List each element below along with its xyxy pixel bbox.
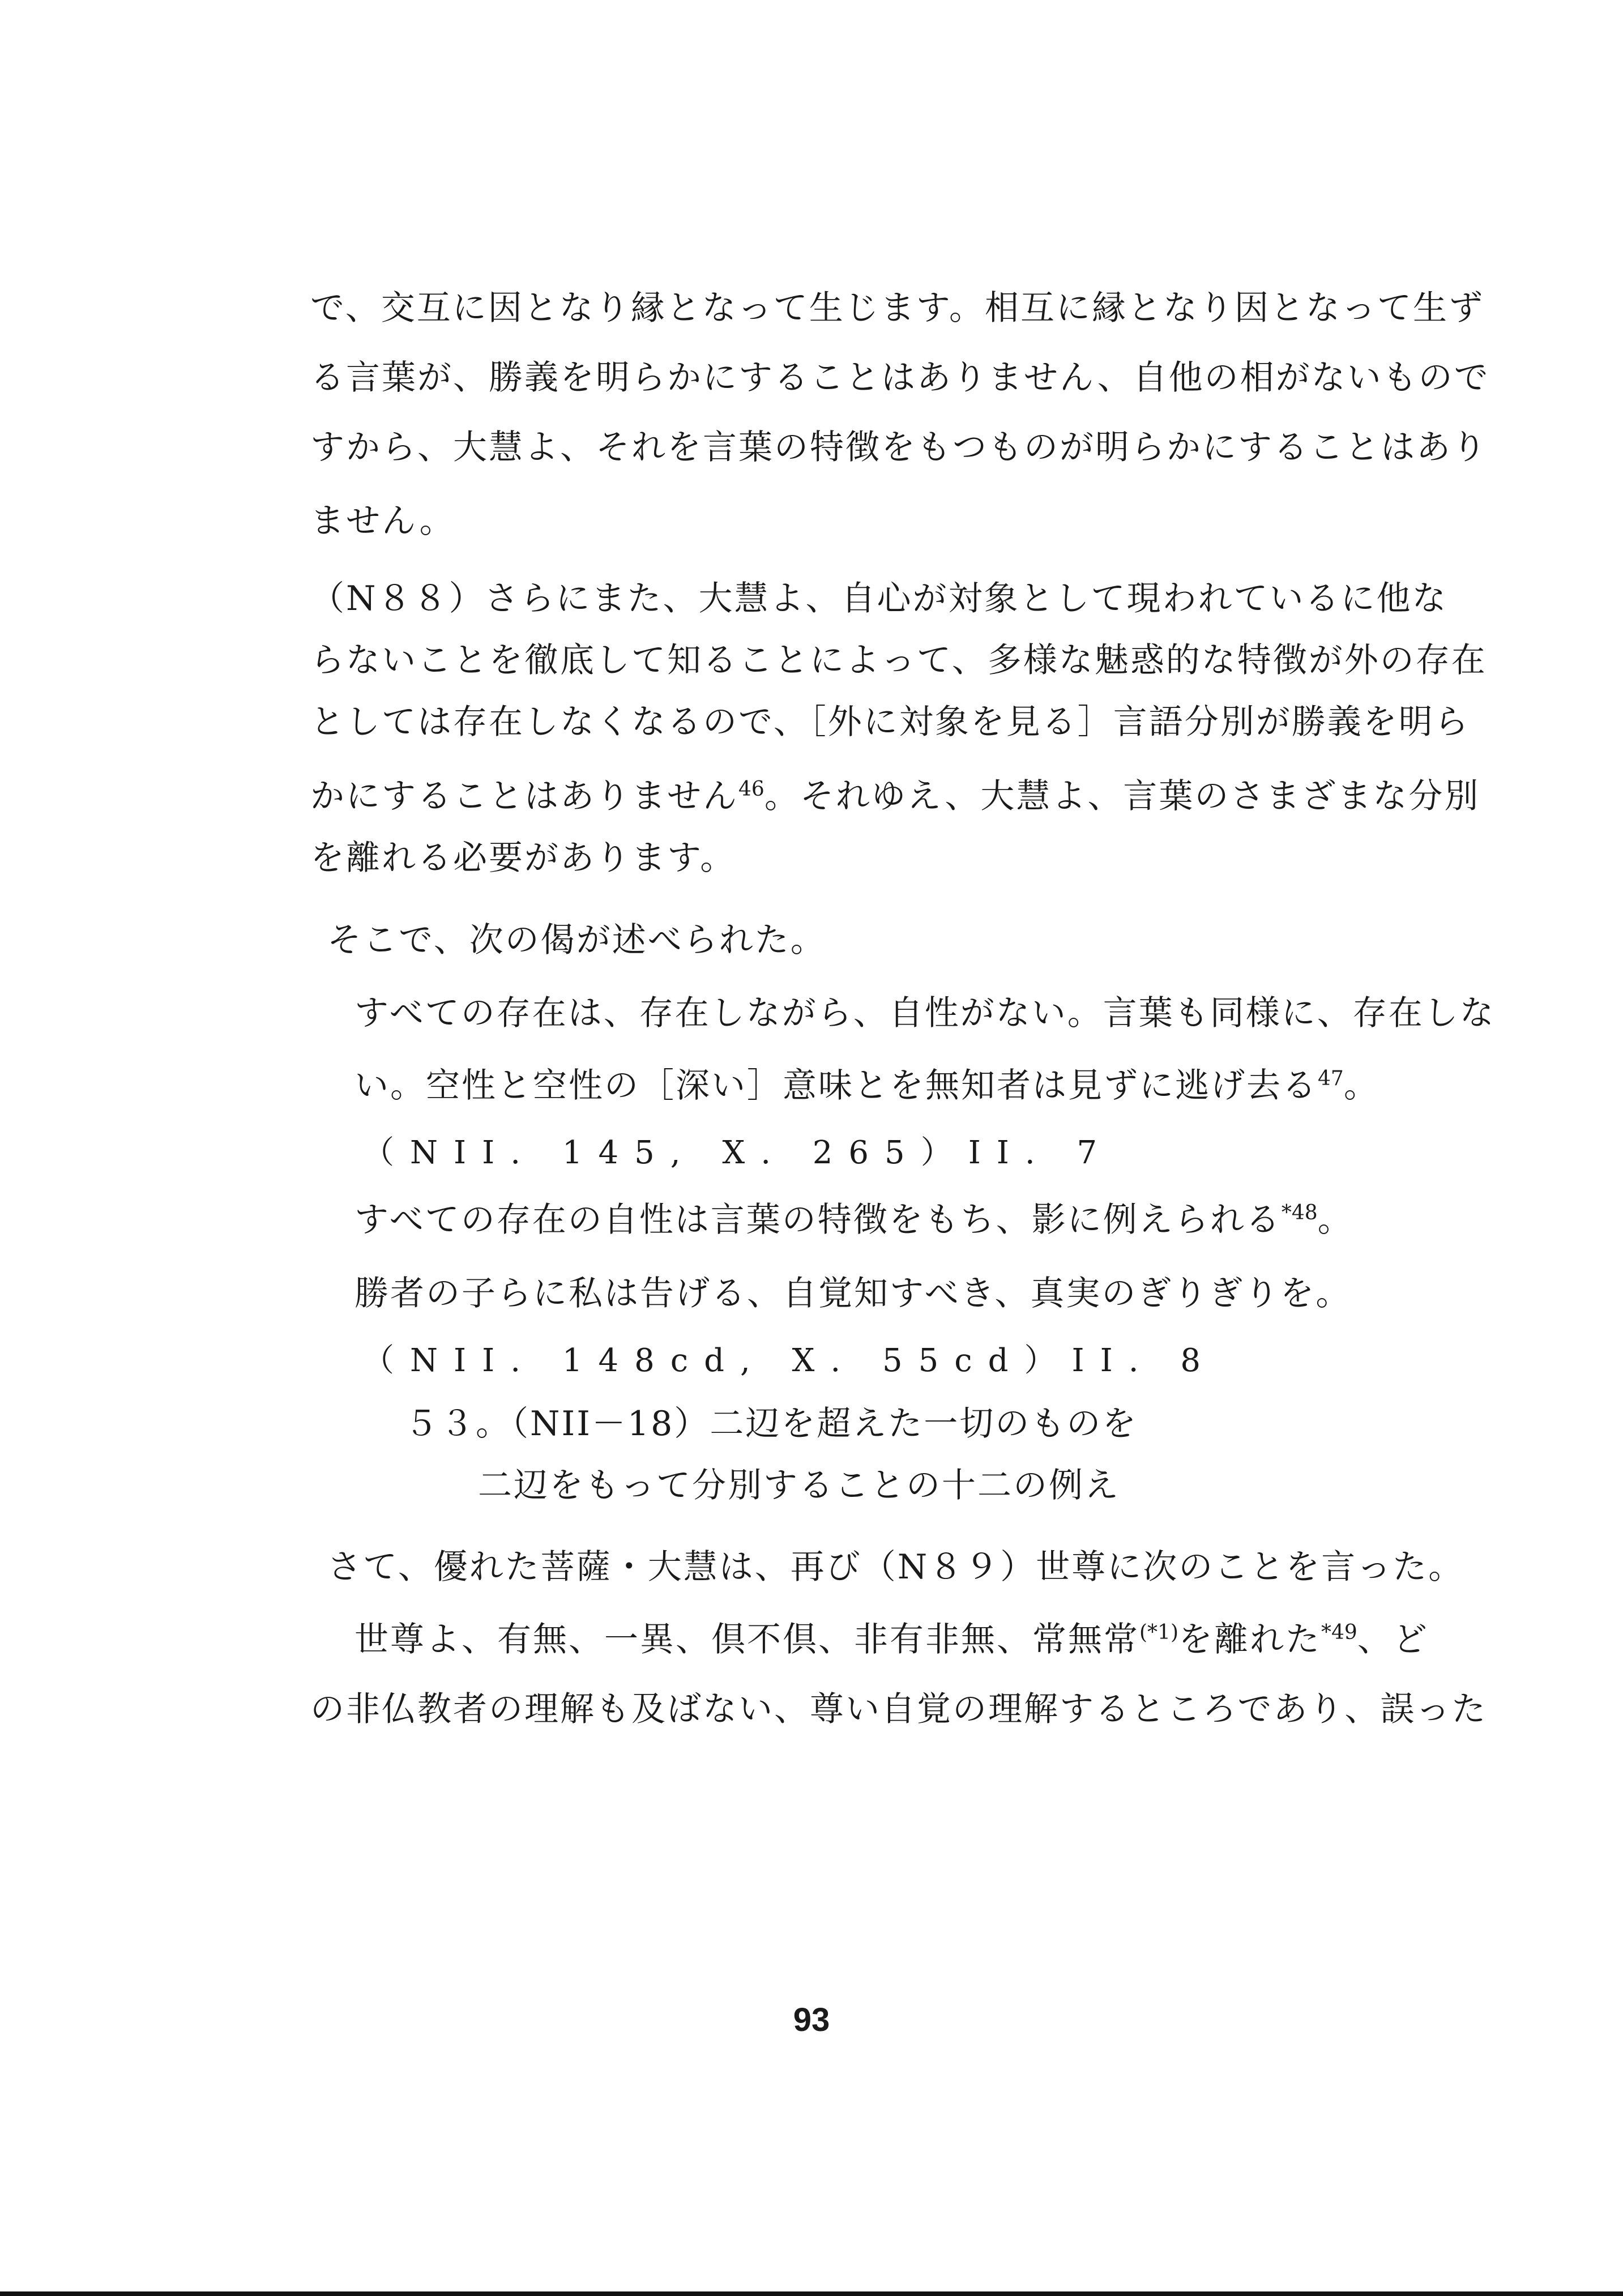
verse-1-reference: （NII. 145, X. 265）II. 7: [362, 1134, 1113, 1171]
paragraph-1-line-4: ません。: [310, 501, 455, 541]
section-subheading: 二辺をもって分別することの十二の例え: [478, 1466, 1120, 1505]
verse-2-reference: （NII. 148cd, X. 55cd）II. 8: [362, 1342, 1216, 1379]
footnote-ref-48: *48: [1281, 1201, 1318, 1224]
closing-line-2-text-a: 世尊よ、有無、一異、倶不倶、非有非無、常無常: [355, 1620, 1139, 1659]
paragraph-2-line-4: [310, 774, 1480, 819]
paragraph-2-line-4-text-b: 。それゆえ、大慧よ、言葉のさまざまな分別: [764, 776, 1480, 816]
page-number: 93: [793, 2001, 830, 2038]
closing-line-2-text-c: 、ど: [1357, 1620, 1429, 1659]
paragraph-2-line-3: としては存在しなくなるので、［外に対象を見る］言語分別が勝義を明ら: [310, 702, 1470, 742]
verse-1-line-2: [355, 1063, 1379, 1108]
paragraph-1-line-2: る言葉が、勝義を明らかにすることはありません、自他の相がないもので: [310, 358, 1490, 398]
paragraph-2-line-1: （N８８）さらにまた、大慧よ、自心が対象として現われているに他な: [310, 579, 1448, 618]
footnote-ref-star-1: (*1): [1139, 1621, 1178, 1644]
verse-2-line-2: 勝者の子らに私は告げる、自覚知すべき、真実のぎりぎりを。: [355, 1274, 1352, 1313]
paragraph-1-line-3: すから、大慧よ、それを言葉の特徴をもつものが明らかにすることはあり: [310, 428, 1488, 467]
footnote-ref-49: *49: [1321, 1621, 1357, 1644]
footnote-ref-46: 46: [738, 778, 764, 801]
paragraph-1-line-1: で、交互に因となり縁となって生じます。相互に縁となり因となって生ず: [310, 288, 1484, 328]
closing-line-2: [355, 1617, 1429, 1662]
verse-1-line-1: すべての存在は、存在しながら、自性がない。言葉も同様に、存在しな: [355, 993, 1496, 1033]
verse-2-line-1-text-b: 。: [1317, 1200, 1353, 1240]
footnote-ref-47: 47: [1318, 1067, 1344, 1090]
section-heading: ５３。（NII－18）二辺を超えた一切のものを: [404, 1404, 1138, 1444]
page-bottom-edge: [0, 2291, 1623, 2296]
closing-line-1: さて、優れた菩薩・大慧は、再び（N８９）世尊に次のことを言った。: [327, 1547, 1464, 1587]
paragraph-2-line-2: らないことを徹底して知ることによって、多様な魅惑的な特徴が外の存在: [310, 641, 1487, 680]
verse-1-line-2-text-a: い。空性と空性の［深い］意味とを無知者は見ずに逃げ去る: [355, 1066, 1318, 1106]
verse-2-line-1-text-a: すべての存在の自性は言葉の特徴をもち、影に例えられる: [355, 1200, 1282, 1240]
verse-2-line-1: [355, 1197, 1353, 1243]
paragraph-2-line-5: を離れる必要があります。: [310, 838, 736, 878]
closing-line-3: の非仏教者の理解も及ばない、尊い自覚の理解するところであり、誤った: [310, 1689, 1488, 1729]
verse-intro: そこで、次の偈が述べられた。: [327, 920, 826, 960]
closing-line-2-text-b: を離れた: [1178, 1620, 1321, 1659]
paragraph-2-line-4-text-a: かにすることはありません: [310, 776, 738, 816]
verse-1-line-2-text-b: 。: [1343, 1066, 1379, 1106]
